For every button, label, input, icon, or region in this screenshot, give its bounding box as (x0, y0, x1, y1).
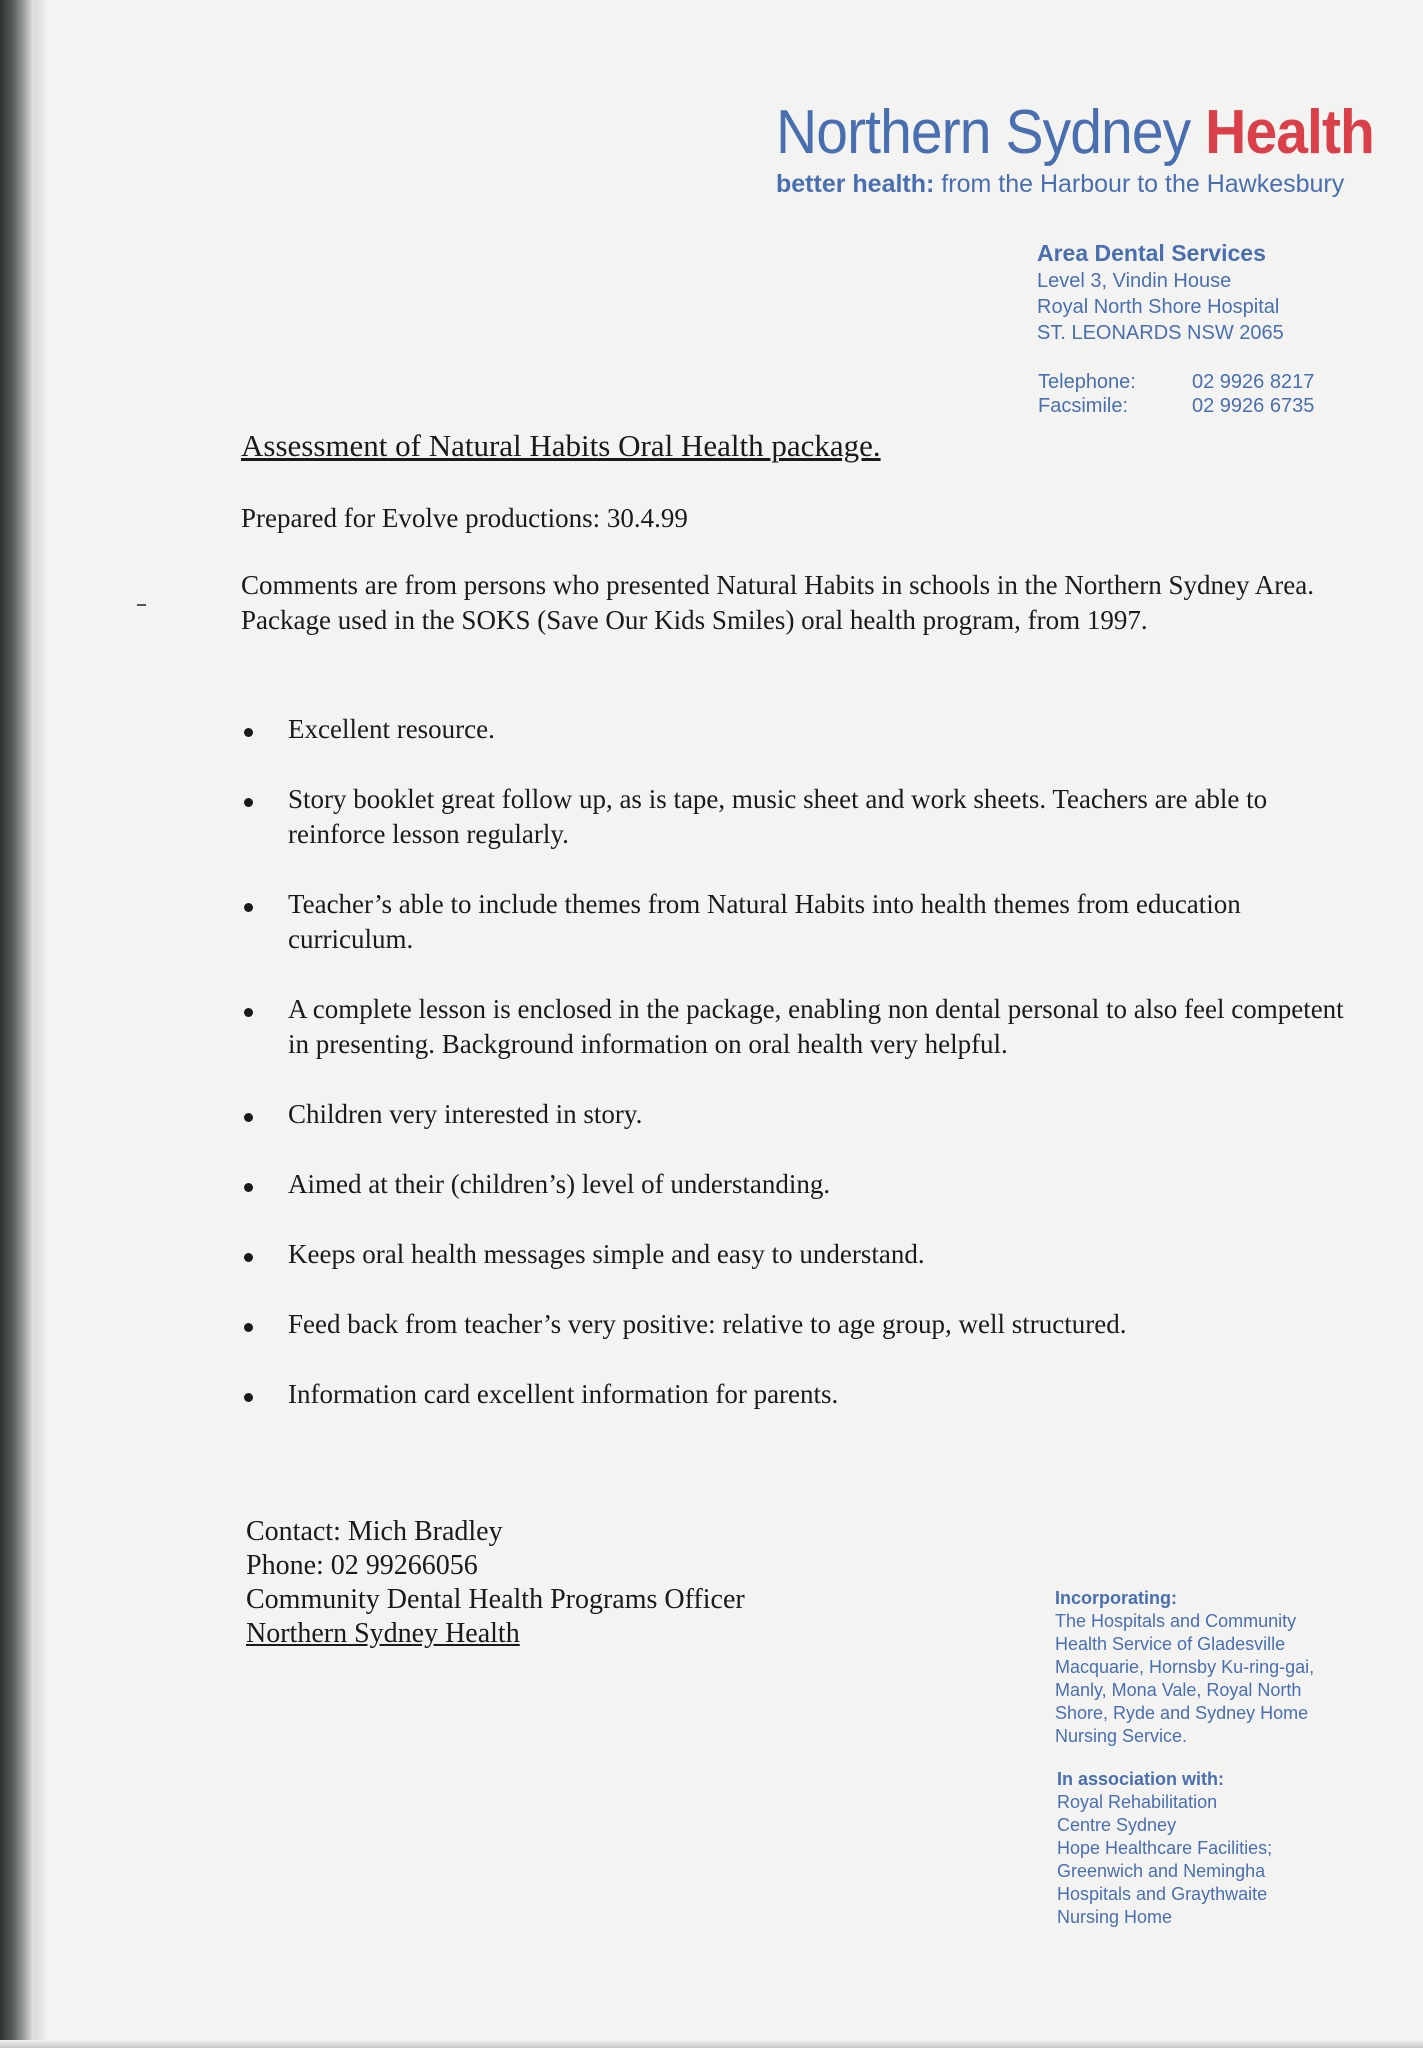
bullet-icon (244, 1393, 253, 1402)
list-item (241, 712, 1351, 747)
brand-name-part2: Health (1205, 98, 1374, 167)
association-line: Greenwich and Nemingha (1057, 1861, 1266, 1881)
list-item (241, 782, 1351, 852)
list-item (241, 1167, 1351, 1202)
incorporating-line: Nursing Service. (1055, 1726, 1188, 1746)
letterhead-contacts (1038, 370, 1314, 418)
incorporating-line: Health Service of Gladesville (1055, 1634, 1286, 1654)
incorporating-block (1055, 1587, 1314, 1748)
incorporating-line: Macquarie, Hornsby Ku-ring-gai, (1055, 1657, 1315, 1677)
document-title: Assessment of Natural Habits Oral Health package. (241, 428, 881, 463)
prepared-for: Prepared for Evolve productions: 30.4.99 (241, 503, 688, 533)
bullet-icon (244, 1253, 253, 1262)
list-item (241, 1097, 1351, 1132)
address-line: ST. LEONARDS NSW 2065 (1037, 322, 1284, 344)
scan-shadow-edge (0, 0, 34, 2048)
facsimile-label: Facsimile: (1038, 395, 1129, 417)
contact-phone: Phone: 02 99266056 (246, 1550, 478, 1581)
bullet-icon (244, 1183, 253, 1192)
contact-block (246, 1515, 745, 1651)
bullet-icon (244, 903, 253, 912)
contact-name: Contact: Mich Bradley (246, 1516, 503, 1547)
association-line: Royal Rehabilitation (1057, 1792, 1218, 1812)
comment-text: Information card excellent information for parents. (288, 1379, 839, 1409)
stray-mark (137, 604, 146, 606)
association-line: Nursing Home (1057, 1907, 1173, 1927)
telephone-label: Telephone: (1038, 371, 1136, 393)
comments-list (241, 712, 1351, 1447)
department-name: Area Dental Services (1037, 240, 1266, 266)
letterhead-address (1037, 238, 1284, 346)
bullet-icon (244, 798, 253, 807)
address-line: Level 3, Vindin House (1037, 270, 1232, 292)
address-line: Royal North Shore Hospital (1037, 296, 1280, 318)
comment-text: A complete lesson is enclosed in the package, enabling non dental personal to also feel competent in presenting. Background information on oral health very helpful. (288, 994, 1344, 1059)
bullet-icon (244, 1323, 253, 1332)
comment-text: Story booklet great follow up, as is tape, music sheet and work sheets. Teachers are able to reinforce lesson regularly. (288, 784, 1268, 849)
intro-paragraph: Comments are from persons who presented Natural Habits in schools in the Northern Sydney Area. Package used in the SOKS (Save Our Kids Smiles) oral health program, from 1997. (241, 570, 1315, 635)
scan-bottom-edge (0, 2040, 1423, 2048)
bullet-icon (244, 728, 253, 737)
association-block (1057, 1768, 1272, 1929)
comment-text: Teacher’s able to include themes from Natural Habits into health themes from education curriculum. (288, 889, 1241, 954)
tagline-bold: better health: (776, 170, 935, 198)
association-line: Centre Sydney (1057, 1815, 1177, 1835)
comment-text: Feed back from teacher’s very positive: relative to age group, well structured. (288, 1309, 1127, 1339)
brand-tagline (776, 170, 1396, 199)
association-heading: In association with: (1057, 1769, 1225, 1789)
incorporating-heading: Incorporating: (1055, 1588, 1177, 1608)
incorporating-line: Shore, Ryde and Sydney Home (1055, 1703, 1309, 1723)
brand-name (776, 96, 1374, 170)
facsimile-number: 02 9926 6735 (1192, 395, 1315, 417)
bullet-icon (244, 1008, 253, 1017)
contact-role: Community Dental Health Programs Officer (246, 1584, 745, 1615)
comment-text: Children very interested in story. (288, 1099, 643, 1129)
list-item (241, 1307, 1351, 1342)
comment-text: Excellent resource. (288, 714, 495, 744)
facsimile-row (1038, 394, 1314, 418)
association-line: Hospitals and Graythwaite (1057, 1884, 1268, 1904)
comment-text: Keeps oral health messages simple and easy to understand. (288, 1239, 925, 1269)
list-item (241, 992, 1351, 1062)
scan-shadow-fade (34, 0, 48, 2048)
contact-org: Northern Sydney Health (246, 1618, 520, 1649)
list-item (241, 1237, 1351, 1272)
tagline-rest: from the Harbour to the Hawkesbury (934, 170, 1345, 198)
bullet-icon (244, 1113, 253, 1122)
incorporating-line: Manly, Mona Vale, Royal North (1055, 1680, 1302, 1700)
list-item (241, 887, 1351, 957)
incorporating-line: The Hospitals and Community (1055, 1611, 1297, 1631)
brand-name-part1: Northern Sydney (776, 98, 1191, 167)
letterhead-logo (776, 96, 1396, 199)
comment-text: Aimed at their (children’s) level of understanding. (288, 1169, 831, 1199)
telephone-row (1038, 370, 1314, 394)
association-line: Hope Healthcare Facilities; (1057, 1838, 1273, 1858)
list-item (241, 1377, 1351, 1412)
telephone-number: 02 9926 8217 (1192, 371, 1315, 393)
